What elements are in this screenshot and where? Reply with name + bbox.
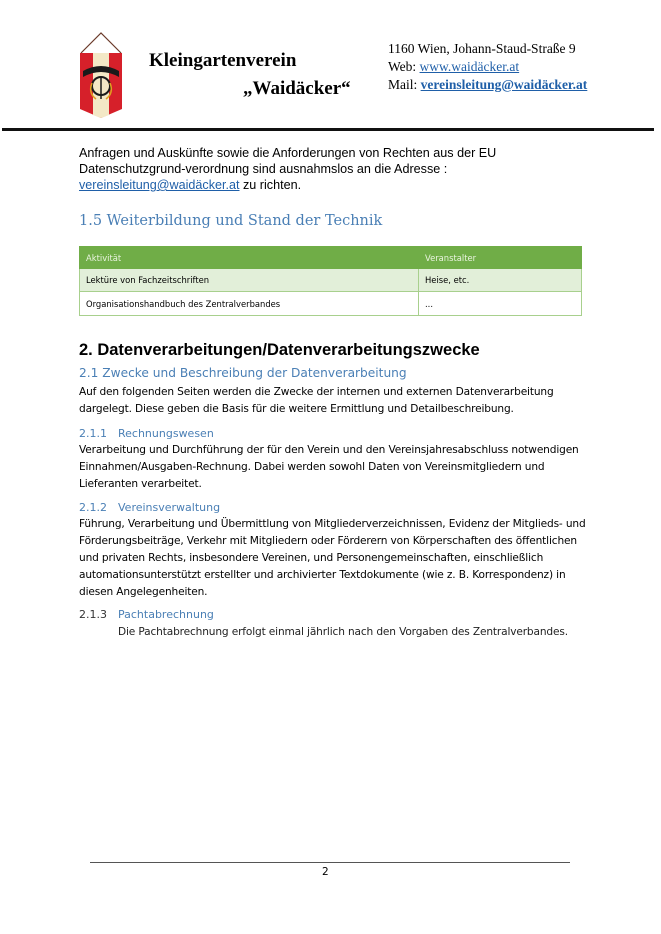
intro-text-end: zu richten. [239, 178, 302, 192]
contact-block [388, 40, 587, 94]
table-cell: Lektüre von Fachzeitschriften [80, 269, 419, 292]
section-number: 2.1.2 [79, 501, 107, 514]
section-2-1-text: Auf den folgenden Seiten werden die Zwecke der internen und externen Datenverarbeitung dargelegt. Diese geben die Basis für die weitere Ermittlung und Detailbeschreibung. [79, 386, 554, 415]
footer-divider [90, 862, 570, 863]
table-cell: Organisationshandbuch des Zentralverbandes [80, 292, 419, 316]
table-row [80, 292, 582, 316]
section-number: 2.1.1 [79, 427, 107, 440]
training-table [79, 246, 582, 316]
page-number: 2 [322, 866, 329, 878]
section-heading-2-1-2 [79, 501, 220, 514]
intro-email-link[interactable]: vereinsleitung@waidäcker.at [79, 178, 240, 192]
section-heading-1-5: 1.5 Weiterbildung und Stand der Technik [79, 213, 383, 229]
club-name: Kleingartenverein [149, 50, 297, 71]
address: 1160 Wien, Johann-Staud-Straße 9 [388, 41, 576, 56]
table-header-activity: Aktivität [80, 247, 419, 269]
table-cell: Heise, etc. [419, 269, 582, 292]
section-2-1-2-text: Führung, Verarbeitung und Übermittlung von Mitgliederverzeichnissen, Evidenz der Mitglieds- und Förderungsbeiträge, Verkehr mit Mitgliedern oder Förderern von Körperschaften des öffentlichen und privaten Rechts, insbesondere Vereinen, und Personengemeinschaften, einschließlich automationsunterstützt erstellter und archivierter Textdokumente (wie z. B. Korrespondenz) in diesen Angelegenheiten. [79, 518, 586, 598]
section-number: 2.1.3 [79, 608, 107, 621]
table-cell: ... [419, 292, 582, 316]
section-heading-2-1-3 [79, 608, 214, 621]
intro-text: Anfragen und Auskünfte sowie die Anforderungen von Rechten aus der EU Datenschutzgrund-verordnung sind ausnahmslos an die Adresse : [79, 146, 497, 176]
section-heading-2: 2. Datenverarbeitungen/Datenverarbeitungszwecke [79, 341, 480, 359]
table-header-row [80, 247, 582, 269]
section-2-1-3-text: Die Pachtabrechnung erfolgt einmal jährlich nach den Vorgaben des Zentralverbandes. [118, 626, 568, 638]
table-row [80, 269, 582, 292]
section-title: Vereinsverwaltung [118, 501, 221, 514]
intro-paragraph [79, 145, 599, 193]
section-heading-2-1-1 [79, 427, 214, 440]
section-title: Pachtabrechnung [118, 608, 214, 621]
mail-label: Mail: [388, 77, 421, 92]
header-divider [2, 128, 654, 131]
web-label: Web: [388, 59, 420, 74]
mail-line [388, 76, 587, 94]
table-header-organizer: Veranstalter [419, 247, 582, 269]
club-name-subtitle: „Waidäcker“ [243, 78, 351, 99]
web-line [388, 58, 587, 76]
section-title: Rechnungswesen [118, 427, 214, 440]
pennant-logo-icon [78, 31, 124, 119]
web-link[interactable]: www.waidäcker.at [419, 59, 520, 74]
section-heading-2-1: 2.1 Zwecke und Beschreibung der Datenverarbeitung [79, 366, 407, 380]
mail-link[interactable]: vereinsleitung@waidäcker.at [420, 77, 588, 92]
section-2-1-1-text: Verarbeitung und Durchführung der für den Verein und den Vereinsjahresabschluss notwendigen Einnahmen/Ausgaben-Rechnung. Dabei werden sowohl Daten von Vereinsmitgliedern und Lieferanten verarbeitet. [79, 444, 579, 490]
